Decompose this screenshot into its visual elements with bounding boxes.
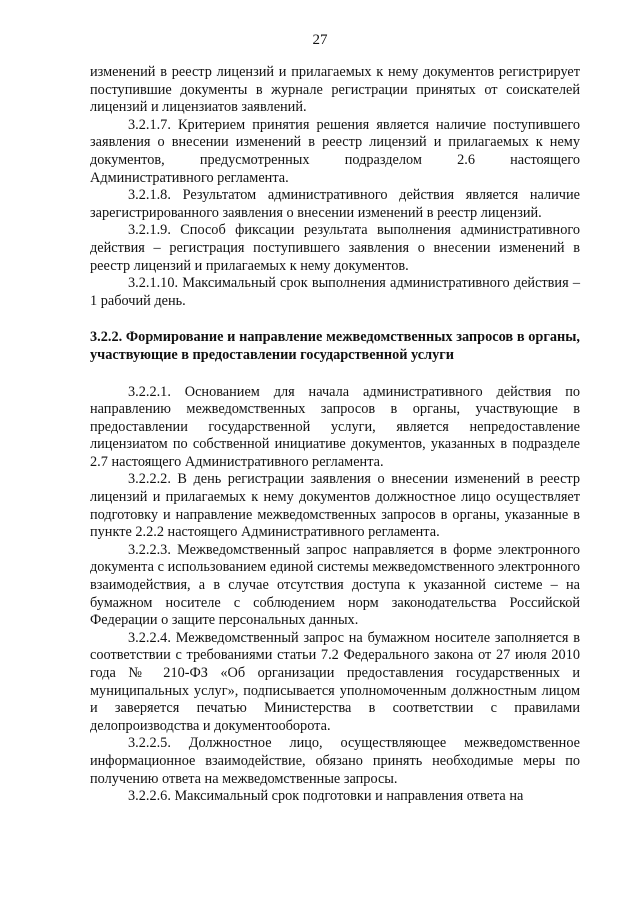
paragraph-3-2-1-7: 3.2.1.7. Критерием принятия решения является наличие поступившего заявления о внесении изменений в реестр лицензий и прилагаемых к нему документов, предусмотренных подразделом 2.6 настоящего Административного регламента. xyxy=(90,116,580,186)
paragraph-continuation: изменений в реестр лицензий и прилагаемых к нему документов регистрирует поступившие документы в журнале регистрации принятых от соискателей лицензий и лицензиатов заявлений. xyxy=(90,64,580,116)
page-number: 27 xyxy=(312,32,328,48)
section-heading-3-2-2: 3.2.2. Формирование и направление межведомственных запросов в органы, участвующие в предоставлении государственной услуги xyxy=(90,329,580,363)
paragraph-3-2-1-8: 3.2.1.8. Результатом административного действия является наличие зарегистрированного заявления о внесении изменений в реестр лицензий. xyxy=(90,187,580,221)
paragraph-3-2-2-3: 3.2.2.3. Межведомственный запрос направляется в форме электронного документа с использованием единой системы межведомственного электронного взаимодействия, а в случае отсутствия доступа к указанной системе – на бумажном носителе с соблюдением норм законодательства Российской Федерации о защите персональных данных. xyxy=(90,541,580,629)
paragraph-3-2-2-6: 3.2.2.6. Максимальный срок подготовки и направления ответа на xyxy=(128,788,524,805)
paragraph-3-2-1-10: 3.2.1.10. Максимальный срок выполнения административного действия – 1 рабочий день. xyxy=(90,275,580,309)
page-content xyxy=(90,64,580,806)
paragraph-3-2-2-4: 3.2.2.4. Межведомственный запрос на бумажном носителе заполняется в соответствии с требованиями статьи 7.2 Федерального закона от 27 июля 2010 года № 210-ФЗ «Об организации предоставления государственных и муниципальных услуг», подписывается уполномоченным должностным лицом и заверяется печатью Министерства в соответствии с правилами делопроизводства и документооборота. xyxy=(90,629,580,734)
paragraph-3-2-1-9: 3.2.1.9. Способ фиксации результата выполнения административного действия – регистрация поступившего заявления о внесении изменений в реестр лицензий и прилагаемых к нему документов. xyxy=(90,222,580,274)
paragraph-3-2-2-1: 3.2.2.1. Основанием для начала административного действия по направлению межведомственных запросов в органы, участвующие в предоставлении государственной услуги, является непредоставление лицензиатом по собственной инициативе документов, указанных в подразделе 2.7 настоящего Административного регламента. xyxy=(90,383,580,470)
paragraph-3-2-2-5: 3.2.2.5. Должностное лицо, осуществляющее межведомственное информационное взаимодействие, обязано принять необходимые меры по получению ответа на межведомственные запросы. xyxy=(90,735,580,787)
paragraph-3-2-2-2: 3.2.2.2. В день регистрации заявления о внесении изменений в реестр лицензий и прилагаемых к нему документов должностное лицо осуществляет подготовку и направление межведомственных запросов в органы, указанные в пункте 2.2.2 настоящего Административного регламента. xyxy=(90,471,580,541)
